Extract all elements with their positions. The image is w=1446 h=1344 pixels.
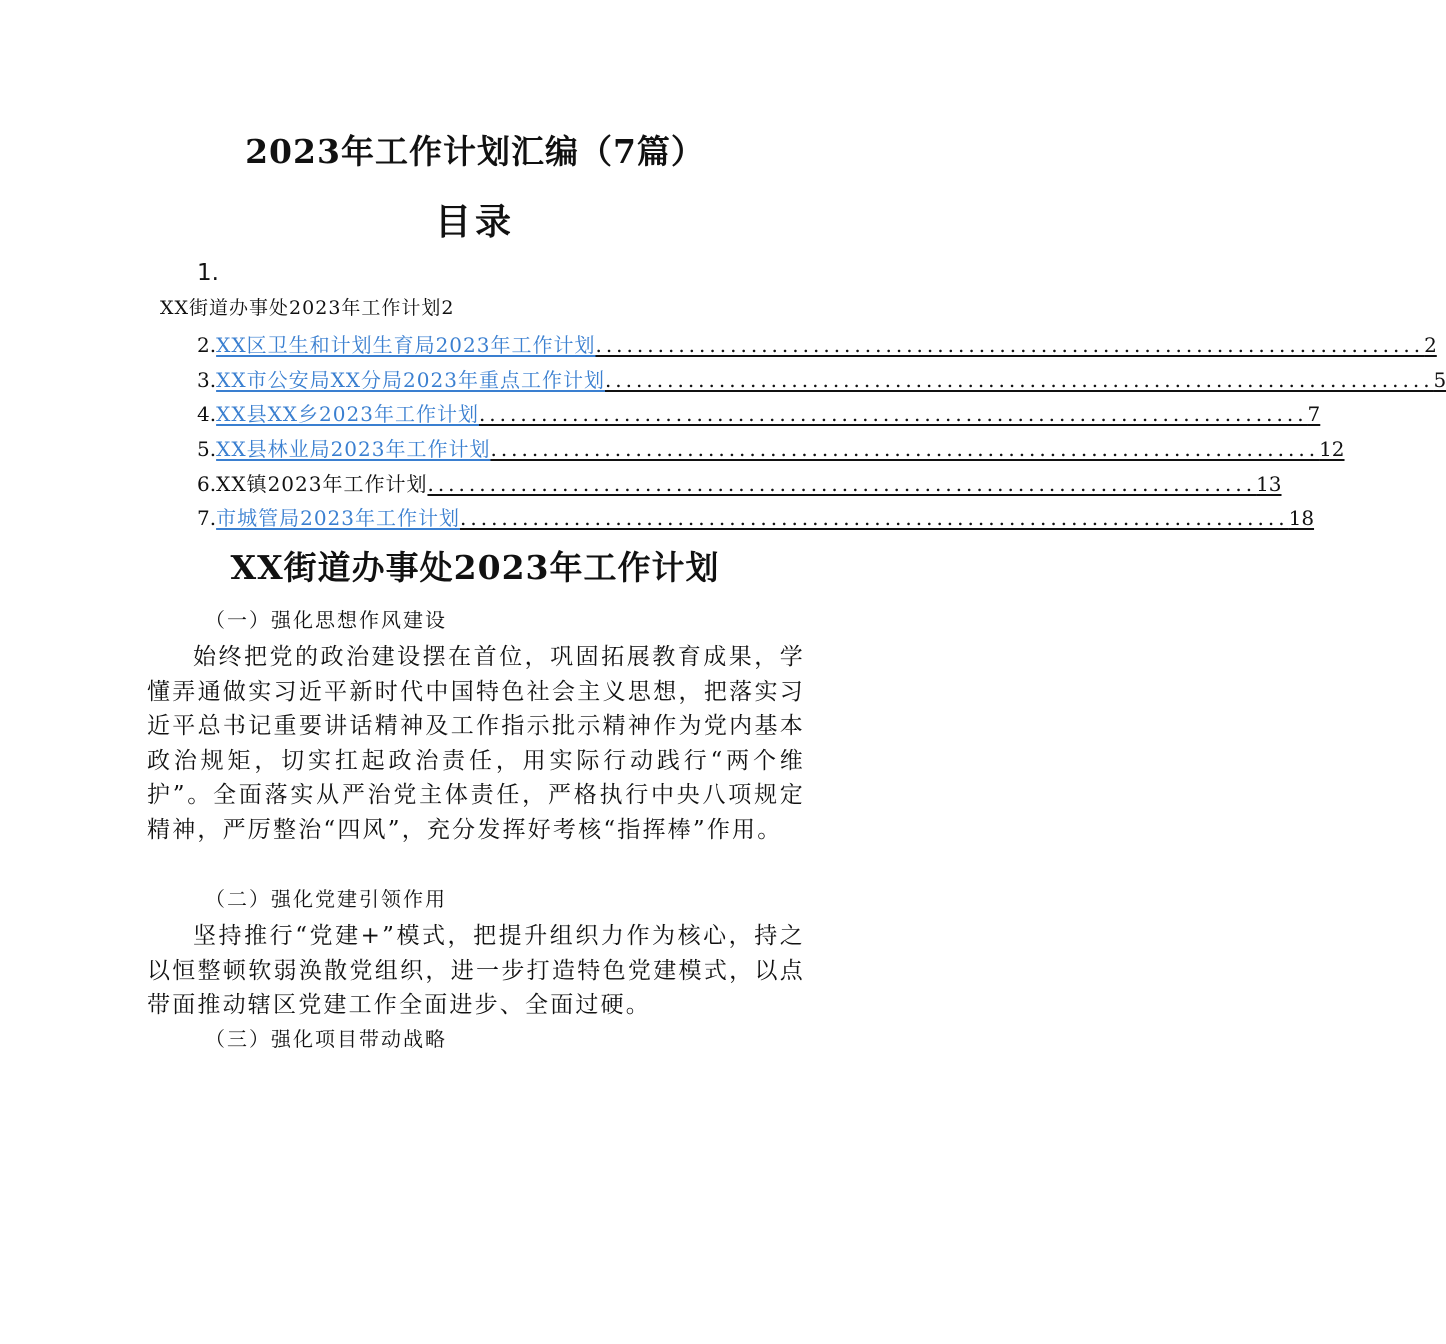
section-heading-1: （一）强化思想作风建设 — [205, 608, 447, 632]
toc-entry-label[interactable]: XX镇2023年工作计划 — [216, 472, 428, 496]
section-title: XX街道办事处2023年工作计划 — [230, 548, 720, 587]
toc-entry[interactable] — [197, 434, 1345, 464]
toc-entry-number: 7. — [197, 506, 217, 530]
toc-entry-link[interactable]: XX区卫生和计划生育局2023年工作计划 — [216, 333, 596, 357]
toc-title: 目录 — [434, 201, 515, 243]
toc-entry[interactable] — [197, 365, 1446, 395]
toc-entry-link[interactable]: 市城管局2023年工作计划 — [216, 506, 460, 530]
toc-entry-page: 18 — [1288, 506, 1315, 530]
toc-entry-number: 6. — [197, 472, 217, 496]
toc-entry-link[interactable]: XX市公安局XX分局2023年重点工作计划 — [216, 368, 605, 392]
toc-entry-number: 5. — [197, 437, 217, 461]
toc-entry-page: 7 — [1307, 402, 1321, 426]
section-body-1: 始终把党的政治建设摆在首位，巩固拓展教育成果，学懂弄通做实习近平新时代中国特色社会主义思想，把落实习近平总书记重要讲话精神及工作指示批示精神作为党内基本政治规矩，切实扛起政治责任，用实际行动践行“两个维护”。全面落实从严治党主体责任，严格执行中央八项规定精神，严厉整治“四风”，充分发挥好考核“指挥棒”作用。 — [147, 644, 805, 843]
toc-entry-page: 13 — [1256, 472, 1282, 496]
section-heading-2: （二）强化党建引领作用 — [205, 887, 447, 911]
toc-leader-dots: ................................................................................ — [427, 472, 1257, 496]
section-body-2: 坚持推行“党建+”模式，把提升组织力作为核心，持之以恒整顿软弱涣散党组织，进一步打造特色党建模式，以点带面推动辖区党建工作全面进步、全面过硬。 — [147, 923, 805, 1018]
toc-entry[interactable] — [197, 330, 1437, 360]
toc-entry-link[interactable]: XX县XX乡2023年工作计划 — [216, 402, 479, 426]
toc-leader-dots: ................................................................................ — [460, 506, 1289, 530]
toc-leader-dots: ................................................................................ — [595, 333, 1425, 357]
toc-entry[interactable] — [197, 399, 1321, 429]
toc-leader-dots: ................................................................................ — [490, 437, 1320, 461]
toc-entry-page: 12 — [1319, 437, 1345, 461]
toc-entry-page: 5 — [1433, 368, 1446, 392]
toc-entry-number: 2. — [197, 333, 217, 357]
toc-first-entry: XX街道办事处2023年工作计划2 — [160, 297, 455, 319]
toc-entry-number: 4. — [197, 402, 217, 426]
toc-entry-page: 2 — [1424, 333, 1437, 357]
toc-entry-link[interactable]: XX县林业局2023年工作计划 — [216, 437, 491, 461]
toc-first-number: 1. — [197, 260, 219, 286]
toc-entry-number: 3. — [197, 368, 217, 392]
toc-leader-dots: ................................................................................ — [478, 402, 1308, 426]
document-title: 2023年工作计划汇编（7篇） — [245, 132, 705, 171]
toc-entry[interactable] — [197, 503, 1315, 533]
toc-leader-dots: ................................................................................ — [604, 368, 1434, 392]
section-heading-3: （三）强化项目带动战略 — [205, 1027, 447, 1051]
toc-entry[interactable] — [197, 469, 1282, 499]
